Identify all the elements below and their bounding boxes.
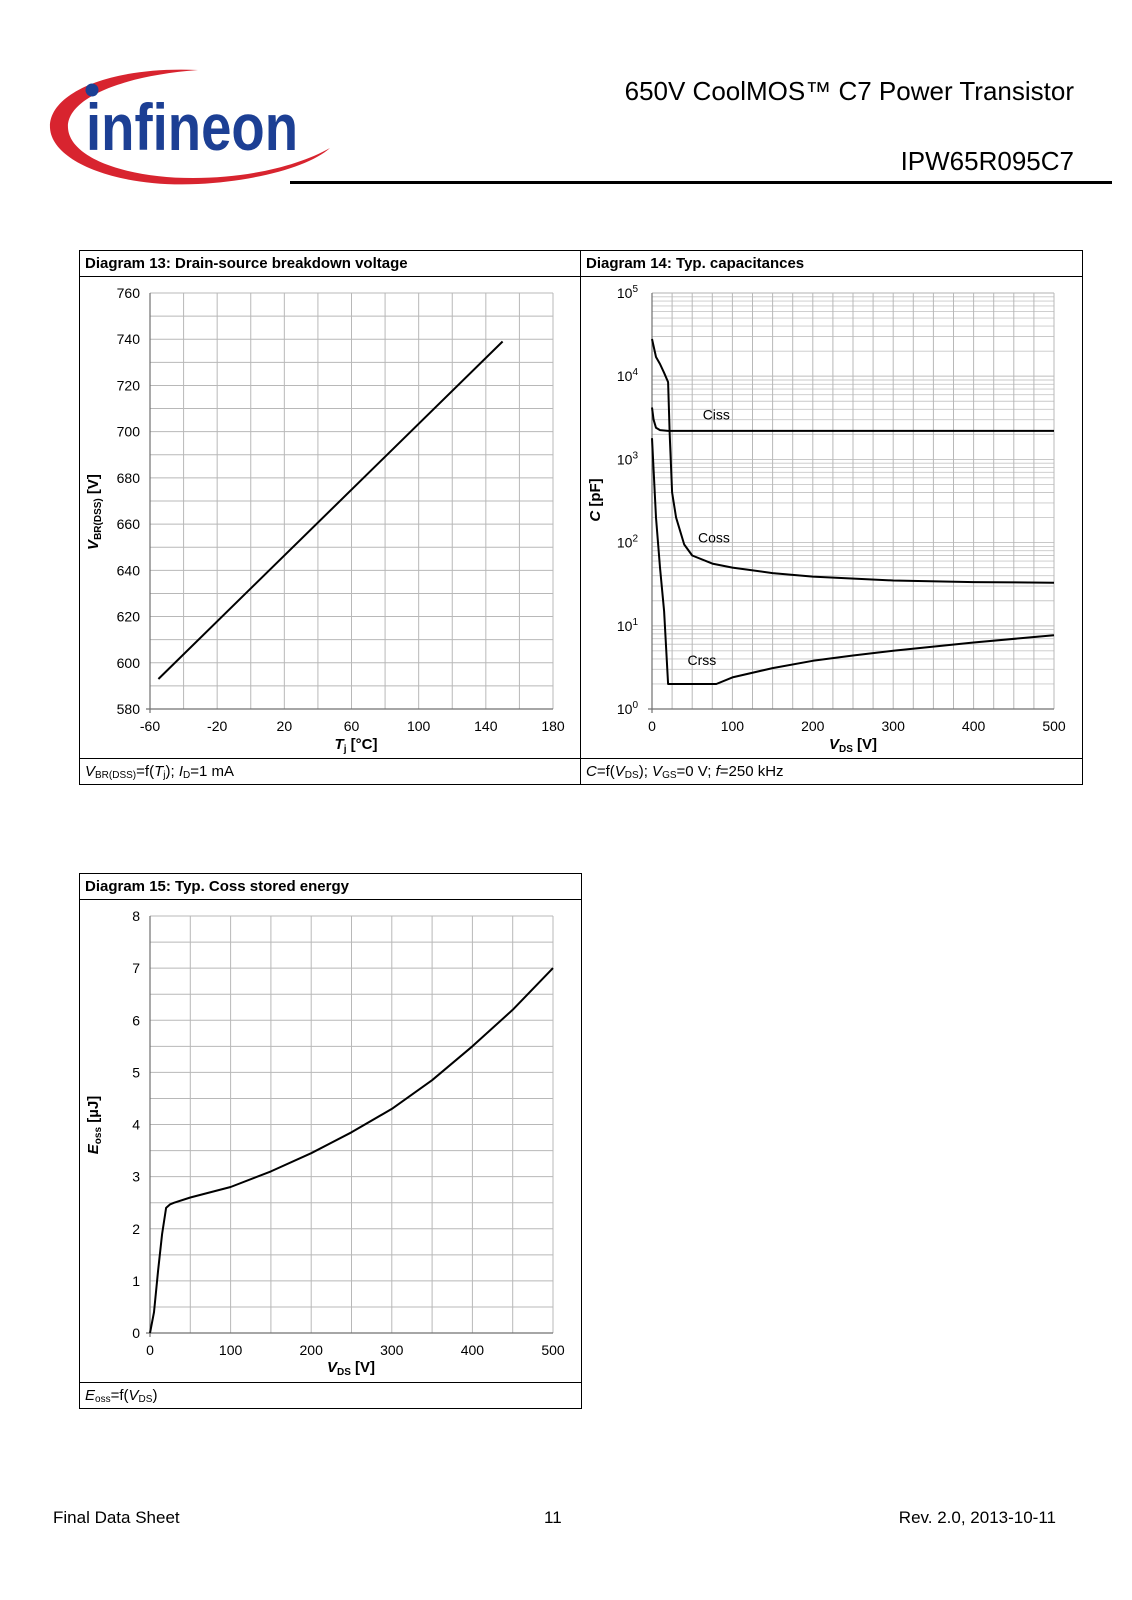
x-tick-label: 300 [380,1342,404,1358]
y-tick-label: 2 [132,1220,140,1237]
x-tick-label: 0 [648,718,656,734]
x-tick-label: 100 [406,718,431,734]
y-tick-label: 660 [116,516,140,533]
x-tick-label: 60 [343,718,360,734]
series-label: Crss [687,651,717,668]
x-axis-label: $V_{DS}$ [V] [326,1359,376,1378]
y-axis-label: $V_{BR(DSS)}$ [V] [85,474,104,550]
x-tick-label: -20 [207,718,228,734]
x-tick-label: 180 [541,718,565,734]
diagram-caption: $V_{BR(DSS)}=f(T_j)$; $I_D=1$ mA [80,758,581,784]
diagram-title: Diagram 13: Drain-source breakdown voltage [80,251,581,277]
y-tick-label: $10^4$ [616,367,638,385]
x-tick-label: 200 [299,1342,323,1358]
header-rule [290,181,1112,184]
series-label: Ciss [702,406,730,423]
breakdown-voltage-chart [79,277,582,758]
y-tick-label: $10^1$ [616,616,638,634]
footer-right: Rev. 2.0, 2013-10-11 [898,1508,1056,1527]
diagram-caption: $E_{oss}=f(V_{DS})$ [80,1382,581,1408]
x-tick-label: 140 [474,718,498,734]
y-tick-label: 580 [116,701,140,717]
footer-left: Final Data Sheet [53,1508,180,1527]
series-line [158,342,502,680]
y-tick-label: 1 [132,1272,140,1289]
x-tick-label: 400 [961,718,986,734]
y-tick-label: 760 [116,285,140,301]
infineon-logo [48,66,338,196]
x-tick-label: 400 [460,1342,485,1358]
diagram-title: Diagram 14: Typ. capacitances [581,251,1082,277]
y-tick-label: 6 [132,1012,140,1029]
x-tick-label: 500 [1042,718,1066,734]
y-tick-label: 600 [116,654,140,671]
y-tick-label: $10^2$ [616,533,638,551]
y-axis-label: $E_{oss}$ [µJ] [85,1095,104,1155]
y-tick-label: 3 [132,1168,140,1185]
x-tick-label: 100 [720,718,745,734]
y-tick-label: 680 [116,469,140,486]
capacitances-chart [580,277,1083,758]
diagram-title: Diagram 15: Typ. Coss stored energy [80,874,581,900]
x-tick-label: 0 [146,1342,154,1358]
y-tick-label: $10^3$ [616,450,638,468]
logo-text: infineon [86,90,298,164]
part-number: IPW65R095C7 [900,146,1074,176]
page-number: 11 [544,1508,562,1527]
y-tick-label: 740 [116,331,140,348]
diagram-caption: $C=f(V_{DS})$; $V_{GS}=0$ V; f=250 kHz [581,758,1082,784]
x-axis-label: $V_{DS}$ [V] [828,736,878,755]
y-tick-label: $10^5$ [616,284,638,301]
x-tick-label: 200 [801,718,825,734]
y-tick-label: 8 [132,908,140,924]
y-tick-label: $10^0$ [616,700,638,717]
y-tick-label: 4 [132,1116,140,1133]
document-title: 650V CoolMOS™ C7 Power Transistor [624,76,1074,106]
y-tick-label: 640 [116,562,140,579]
x-tick-label: 20 [276,718,293,734]
x-tick-label: 300 [881,718,905,734]
x-axis-label: $T_j$ [°C] [334,736,378,755]
y-tick-label: 700 [116,423,140,440]
y-tick-label: 720 [116,377,140,394]
coss-energy-chart [79,900,582,1382]
y-tick-label: 7 [132,960,140,977]
x-tick-label: 100 [218,1342,243,1358]
x-tick-label: 500 [541,1342,565,1358]
y-tick-label: 0 [132,1325,140,1341]
x-tick-label: -60 [139,718,161,734]
y-tick-label: 5 [132,1064,140,1081]
y-tick-label: 620 [116,608,140,625]
series-label: Coss [697,529,730,546]
y-axis-label: C [pF] [587,478,604,522]
